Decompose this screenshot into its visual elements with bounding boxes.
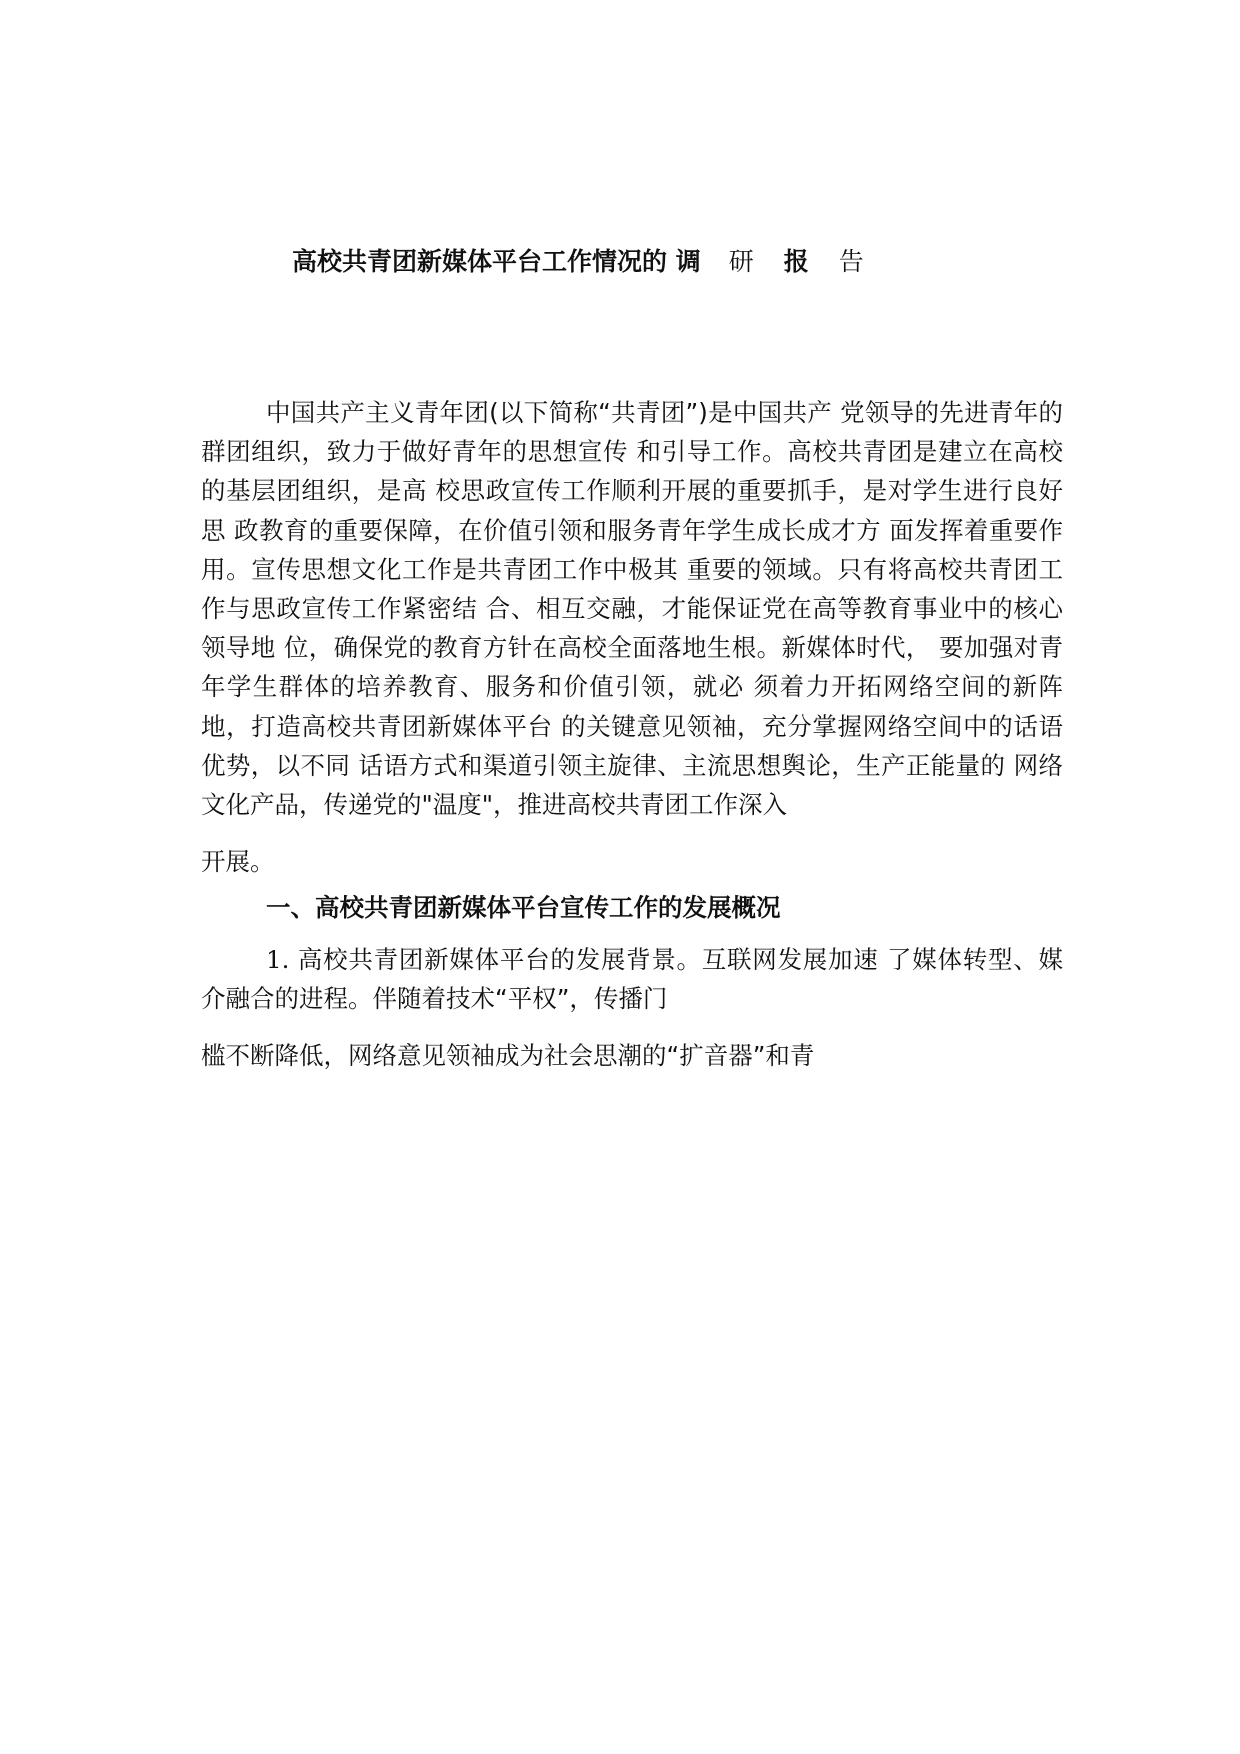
list-item-paragraph [201, 940, 1063, 1018]
title-tail-char-1: 研 [728, 247, 754, 276]
list-item-text: 高校共青团新媒体平台的发展背景。互联网发展加速 了媒体转型、媒介融合的进程。伴随着技术“平权”，传播门 [201, 945, 1063, 1014]
intro-paragraph-continuation: 开展。 [201, 847, 275, 876]
title-tail-char-2: 报 [783, 247, 809, 276]
title-tail-char-3: 告 [838, 247, 864, 276]
intro-paragraph: 中国共产主义青年团(以下简称“共青团”)是中国共产 党领导的先进青年的群团组织，致力于做好青年的思想宣传 和引导工作。高校共青团是建立在高校的基层团组织，是高 校思政宣传工作顺利开展的重要抓手，是对学生进行良好思 政教育的重要保障，在价值引领和服务青年学生成长成才方 面发挥着重要作用。宣传思想文化工作是共青团工作中极其 重要的领域。只有将高校共青团工作与思政宣传工作紧密结 合、相互交融，才能保证党在高等教育事业中的核心领导地 位，确保党的教育方针在高校全面落地生根。新媒体时代， 要加强对青年学生群体的培养教育、服务和价值引领，就必 须着力开拓网络空间的新阵地，打造高校共青团新媒体平台 的关键意见领袖，充分掌握网络空间中的话语优势，以不同 话语方式和渠道引领主旋律、主流思想舆论，生产正能量的 网络文化产品，传递党的"温度"，推进高校共青团工作深入 [201, 398, 1063, 820]
title-tail [729, 242, 894, 278]
list-item-continuation: 槛不断降低，网络意见领袖成为社会思潮的“扩音器”和青 [201, 1041, 815, 1070]
list-item-number: 1. [266, 945, 290, 974]
title-main-text: 高校共青团新媒体平台工作情况的 调 [292, 247, 701, 276]
section-heading: 一、高校共青团新媒体平台宣传工作的发展概况 [266, 893, 781, 922]
document-title [292, 242, 894, 278]
